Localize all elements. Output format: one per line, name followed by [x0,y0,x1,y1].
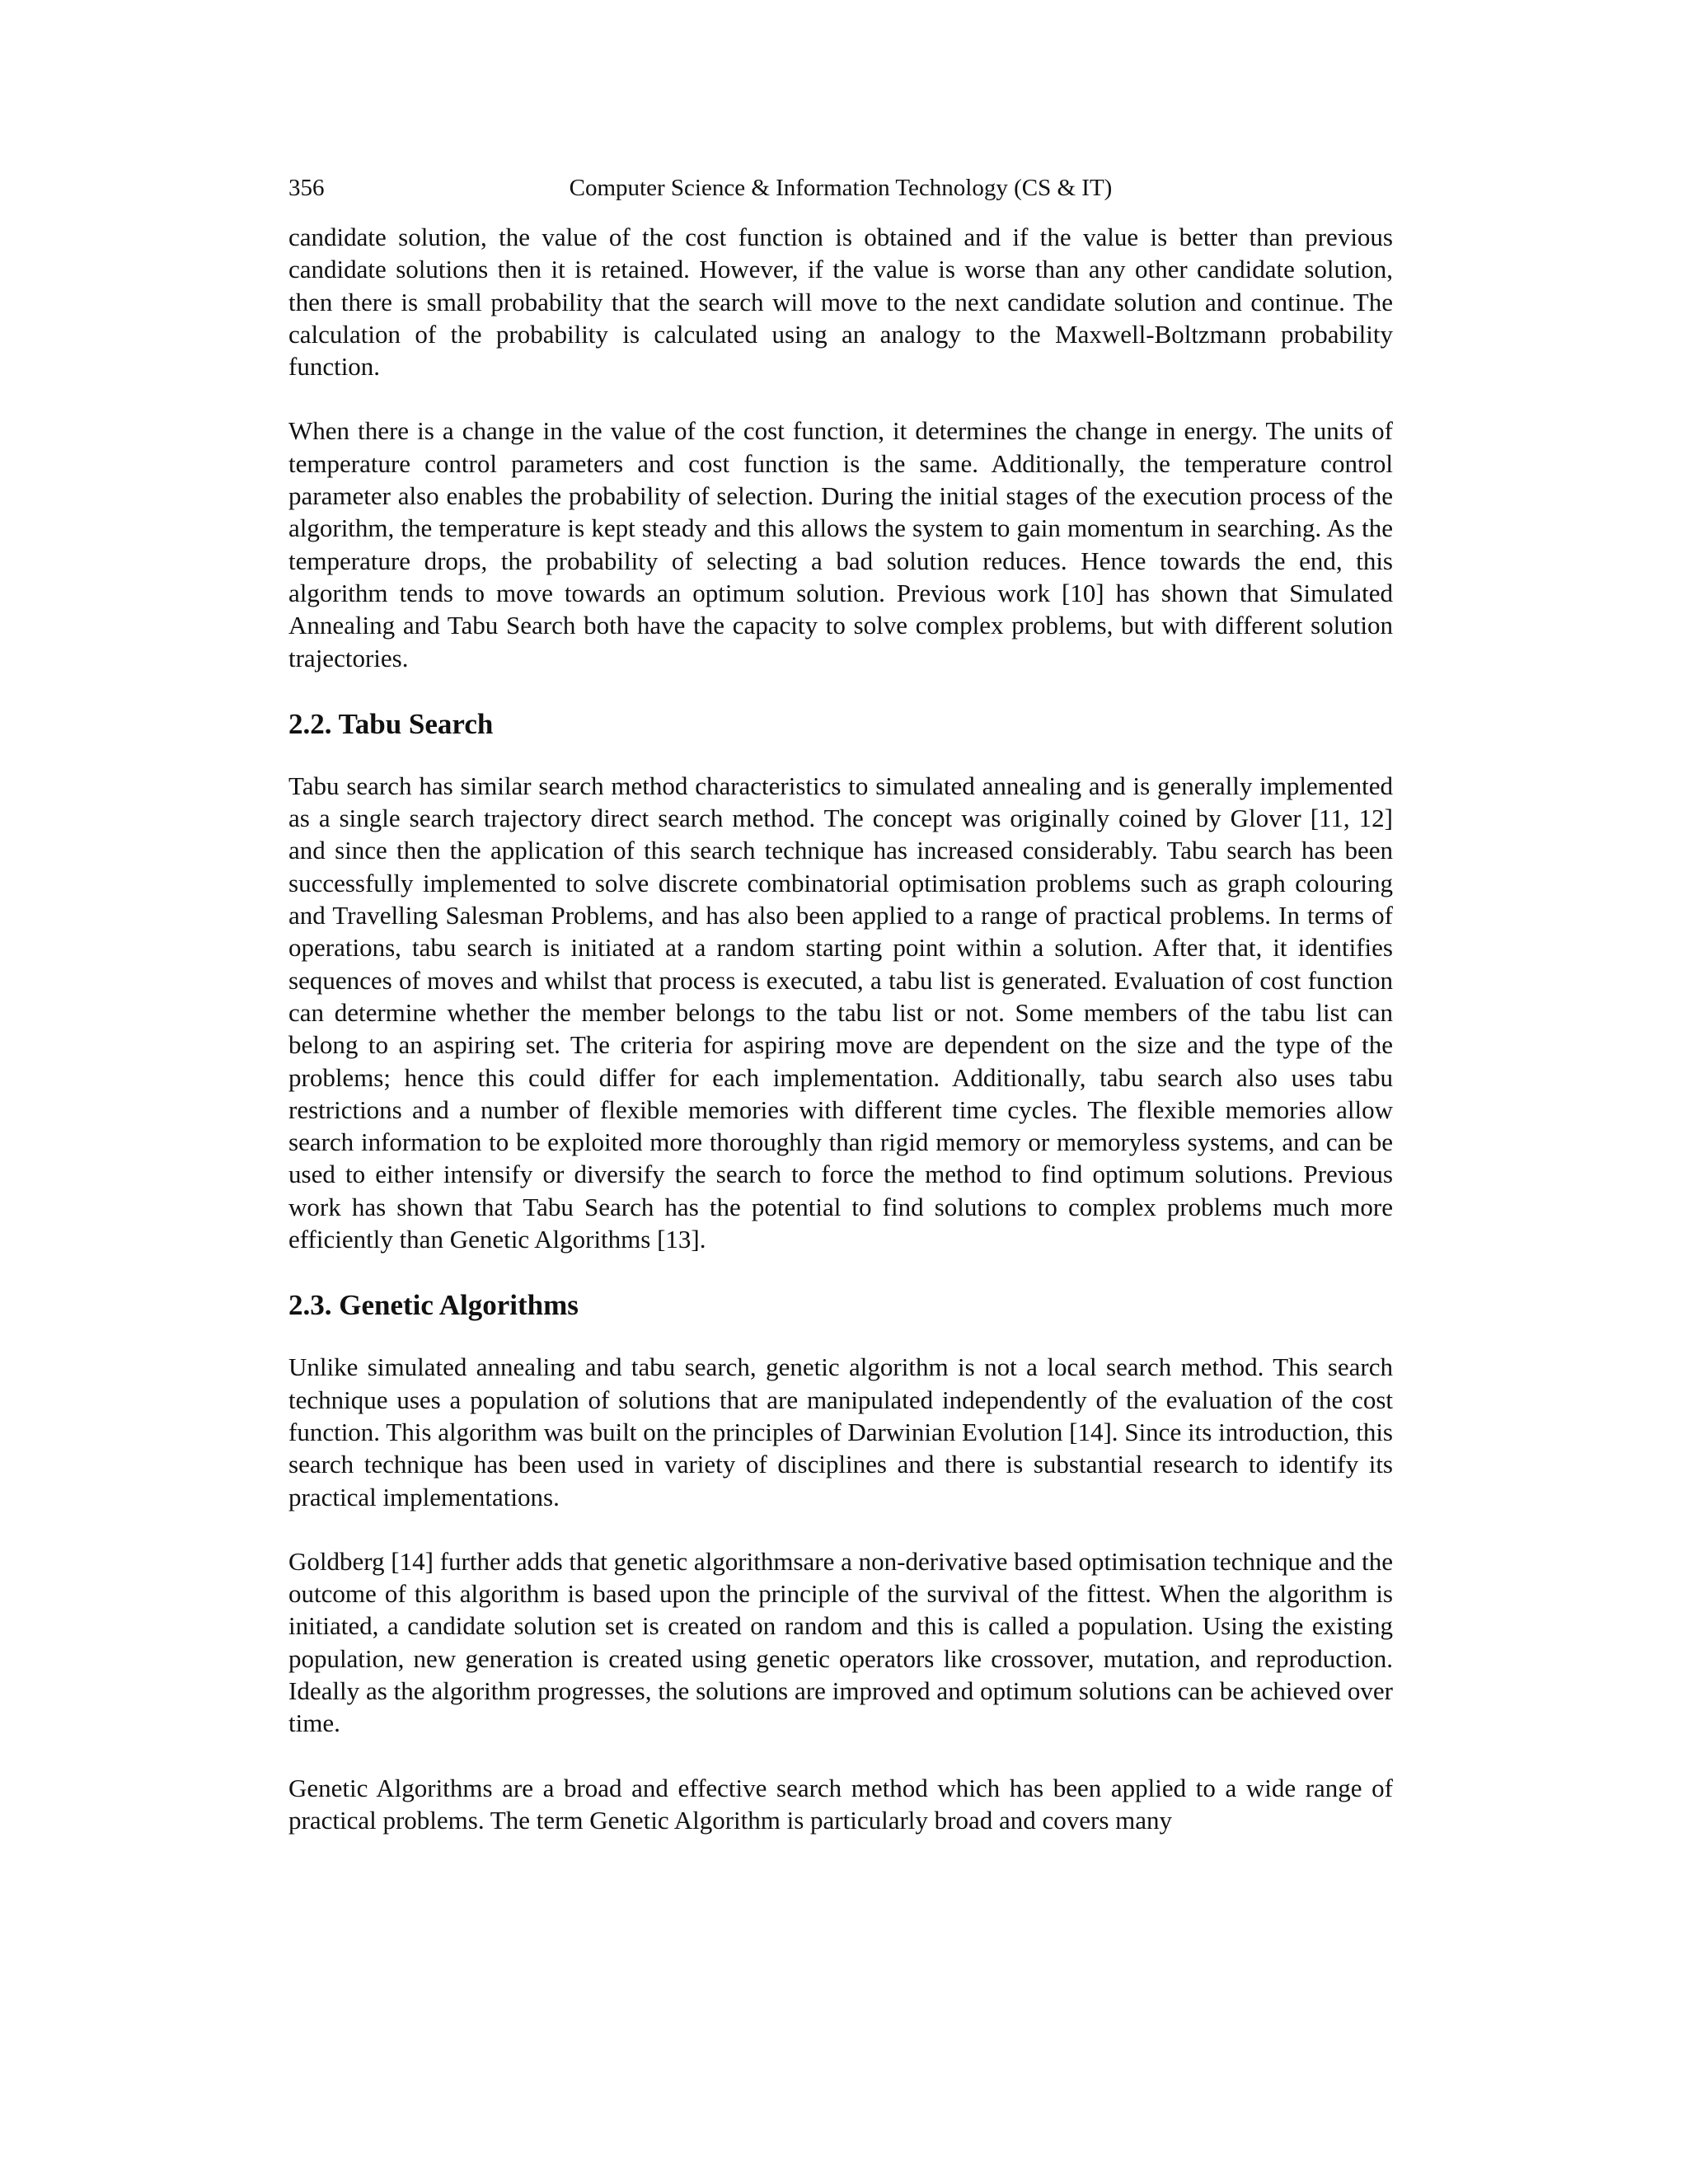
paragraph-ga-intro: Unlike simulated annealing and tabu search, genetic algorithm is not a local search method. This search technique uses a population of solutions that are manipulated independently of the evaluation of the cost function. This algorithm was built on the principles of Darwinian Evolution [14]. Since its introduction, this search technique has been used in variety of disciplines and there is substantial research to identify its practical implementations. [288,1352,1393,1511]
paragraph-temperature: When there is a change in the value of the cost function, it determines the change in energy. The units of temperature control parameters and cost function is the same. Additionally, the temperature control parameter also enables the probability of selection. During the initial stages of the execution process of the algorithm, the temperature is kept steady and this allows the system to gain momentum in searching. As the temperature drops, the probability of selecting a bad solution reduces. Hence towards the end, this algorithm tends to move towards an optimum solution. Previous work [10] has shown that Simulated Annealing and Tabu Search both have the capacity to solve complex problems, but with different solution trajectories. [288,416,1393,673]
paragraph-tabu-search: Tabu search has similar search method characteristics to simulated annealing and is generally implemented as a single search trajectory direct search method. The concept was originally coined by Glover [11, 12] and since then the application of this search technique has increased considerably. Tabu search has been successfully implemented to solve discrete combinatorial optimisation problems such as graph colouring and Travelling Salesman Problems, and has also been applied to a range of practical problems. In terms of operations, tabu search is initiated at a random starting point within a solution. After that, it identifies sequences of moves and whilst that process is executed, a tabu list is generated. Evaluation of cost function can determine whether the member belongs to the tabu list or not. Some members of the tabu list can belong to an aspiring set. The criteria for aspiring move are dependent on the size and the type of the problems; hence this could differ for each implementation. Additionally, tabu search also uses tabu restrictions and a number of flexible memories with different time cycles. The flexible memories allow search information to be exploited more thoroughly than rigid memory or memoryless systems, and can be used to either intensify or diversify the search to force the method to find optimum solutions. Previous work has shown that Tabu Search has the potential to find solutions to complex problems much more efficiently than Genetic Algorithms [13]. [288,771,1393,1254]
paragraph-annealing-continued: candidate solution, the value of the cost function is obtained and if the value is better than previous candidate solutions then it is retained. However, if the value is worse than any other candidate solution, then there is small probability that the search will move to the next candidate solution and continue. The calculation of the probability is calculated using an analogy to the Maxwell-Boltzmann probability function. [288,223,1393,382]
section-heading-tabu-search: 2.2. Tabu Search [288,707,494,740]
body-text [288,221,1393,1868]
running-head: Computer Science & Information Technology (CS & IT) [569,175,1113,201]
page-header [288,170,1393,206]
section-heading-genetic-algorithms: 2.3. Genetic Algorithms [288,1289,579,1322]
paragraph-goldberg: Goldberg [14] further adds that genetic algorithmsare a non-derivative based optimisation technique and the outcome of this algorithm is based upon the principle of the survival of the fittest. When the algorithm is initiated, a candidate solution set is created on random and this is called a population. Using the existing population, new generation is created using genetic operators like crossover, mutation, and reproduction. Ideally as the algorithm progresses, the solutions are improved and optimum solutions can be achieved over time. [288,1546,1393,1738]
page-number: 356 [288,175,325,201]
paragraph-ga-broad: Genetic Algorithms are a broad and effective search method which has been applied to a wide range of practical problems. The term Genetic Algorithm is particularly broad and covers many [288,1773,1393,1835]
